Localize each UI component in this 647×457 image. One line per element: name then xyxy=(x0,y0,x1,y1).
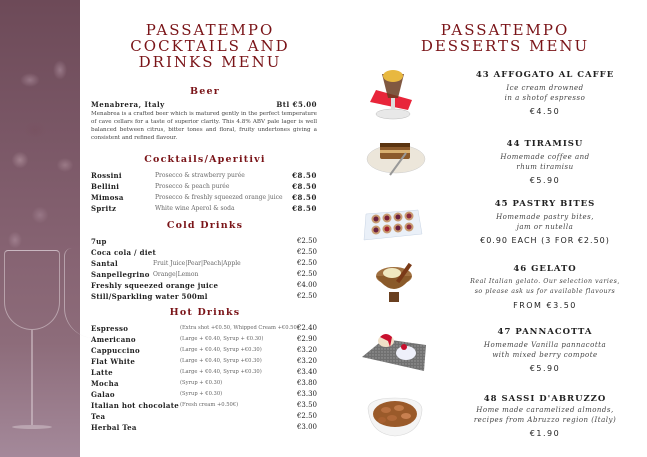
menu-row xyxy=(91,334,317,345)
item-name: 7up xyxy=(91,237,107,246)
title-line: PASSATEMPO xyxy=(440,21,570,39)
item-price: €8.50 xyxy=(292,171,317,180)
item-name: Tea xyxy=(91,412,106,421)
menu-row xyxy=(91,389,317,400)
pastry-bites-image xyxy=(362,208,424,242)
item-desc: (Large + €0.40, Syrup +€0.30) xyxy=(180,369,262,375)
item-name: Mocha xyxy=(91,379,119,388)
menu-row xyxy=(91,269,317,280)
gelato-image xyxy=(372,262,422,308)
dessert-price: €1.90 xyxy=(529,429,561,438)
item-price: €3.20 xyxy=(296,357,317,365)
menu-row xyxy=(91,170,317,181)
beer-section-title: Beer xyxy=(190,86,220,97)
item-price: €3.50 xyxy=(296,401,317,409)
beer-price: Btl €5.00 xyxy=(276,100,317,109)
dessert-name: 48 SASSI D'ABRUZZO xyxy=(483,394,607,404)
beer-description: Menabrea is a crafted beer which is matured gently in the perfect temperature of cave cellars for a taste of superior clarity. This 4.8% ABV pale lager is well balanced between citrus, bitter tones and floral, fruity undertones giving a consistent and refined flavour. xyxy=(91,111,317,141)
title-line: COCKTAILS AND xyxy=(130,37,290,55)
dessert-description: Real Italian gelato. Our selection varies, so please ask us for available flavours xyxy=(470,278,620,295)
menu-row xyxy=(91,411,317,422)
item-desc: Orange|Lemon xyxy=(153,271,199,278)
wine-glass-stem xyxy=(31,330,33,425)
item-name: Herbal Tea xyxy=(91,423,137,432)
item-name: Flat White xyxy=(91,357,136,366)
menu-row xyxy=(91,356,317,367)
almonds-image xyxy=(366,394,424,438)
dessert-name: 46 GELATO xyxy=(513,264,577,274)
dessert-name: 45 PASTRY BITES xyxy=(494,199,596,209)
item-desc: (Large + €0.40, Syrup + €0.30) xyxy=(180,336,264,342)
dessert-description: Homemade coffee and rhum tiramisu xyxy=(500,153,590,171)
menu-row xyxy=(91,378,317,389)
wine-glass-bowl xyxy=(4,250,60,330)
item-price: €3.20 xyxy=(296,346,317,354)
menu-row xyxy=(91,203,317,214)
dessert-price: FROM €3.50 xyxy=(513,301,577,310)
item-price: €2.40 xyxy=(296,324,317,332)
item-name: Latte xyxy=(91,368,113,377)
cold-drinks-section-title: Cold Drinks xyxy=(166,220,244,231)
menu-row xyxy=(91,422,317,433)
item-price: €8.50 xyxy=(292,182,317,191)
menu-row xyxy=(91,280,317,291)
menu-row xyxy=(91,181,317,192)
menu-row xyxy=(91,367,317,378)
dessert-item xyxy=(450,326,640,373)
item-price: €3.80 xyxy=(296,379,317,387)
item-name: Spritz xyxy=(91,204,117,213)
item-price: €3.00 xyxy=(296,423,317,431)
dessert-item xyxy=(450,198,640,245)
tiramisu-image xyxy=(366,137,428,177)
item-desc: (Large + €0.40, Syrup +€0.30) xyxy=(180,347,262,353)
item-name: Espresso xyxy=(91,324,129,333)
item-name: Mimosa xyxy=(91,193,124,202)
item-name: Sanpellegrino xyxy=(91,270,150,279)
item-price: €4.00 xyxy=(296,281,317,289)
menu-row xyxy=(91,291,317,302)
item-name: Coca cola / diet xyxy=(91,248,157,257)
dessert-description: Homemade pastry bites, jam or nutella xyxy=(496,213,594,231)
dessert-name: 47 PANNACOTTA xyxy=(497,327,593,337)
affogato-image xyxy=(368,68,418,123)
item-price: €3.40 xyxy=(296,368,317,376)
dessert-item xyxy=(450,138,640,185)
item-desc: White wine Aperol & soda xyxy=(155,205,235,212)
item-name: Rossini xyxy=(91,171,122,180)
item-name: Galao xyxy=(91,390,115,399)
item-name: Bellini xyxy=(91,182,120,191)
item-name: Santal xyxy=(91,259,118,268)
item-price: €3.30 xyxy=(296,390,317,398)
item-name: Cappuccino xyxy=(91,346,140,355)
item-desc: (Extra shot +€0.50, Whipped Cream +€0.50) xyxy=(180,325,299,331)
item-price: €2.50 xyxy=(296,259,317,267)
hot-drinks-section-title: Hot Drinks xyxy=(169,307,241,318)
item-desc: Prosecco & strawberry purée xyxy=(155,172,245,179)
item-price: €2.50 xyxy=(296,412,317,420)
beer-name: Menabrera, Italy xyxy=(91,100,165,109)
item-price: €8.50 xyxy=(292,193,317,202)
desserts-menu-title xyxy=(405,22,605,54)
item-name: Freshly squeezed orange juice xyxy=(91,281,219,290)
menu-row xyxy=(91,345,317,356)
menu-row xyxy=(91,258,317,269)
item-price: €2.50 xyxy=(296,292,317,300)
item-desc: (Fresh cream +0.50€) xyxy=(180,402,239,408)
item-price: €2.50 xyxy=(296,237,317,245)
title-line: DESSERTS MENU xyxy=(420,37,590,55)
drinks-menu-title xyxy=(100,22,320,70)
title-line: DRINKS MENU xyxy=(138,53,282,71)
item-price: €2.90 xyxy=(296,335,317,343)
dessert-name: 44 TIRAMISU xyxy=(506,139,584,149)
cocktails-section-title: Cocktails/Aperitivi xyxy=(144,154,266,165)
menu-row xyxy=(91,192,317,203)
dessert-price: €5.90 xyxy=(529,176,561,185)
item-price: €2.50 xyxy=(296,270,317,278)
item-price: €8.50 xyxy=(292,204,317,213)
item-desc: (Large + €0.40, Syrup +€0.30) xyxy=(180,358,262,364)
dessert-price: €4.50 xyxy=(529,107,561,116)
dessert-price: €0.90 EACH (3 FOR €2.50) xyxy=(480,236,610,245)
dessert-name: 43 AFFOGATO AL CAFFE xyxy=(475,70,615,80)
menu-row xyxy=(91,400,317,411)
dessert-description: Ice cream drowned in a shotof espresso xyxy=(504,84,586,102)
second-wine-glass xyxy=(64,248,94,338)
item-desc: (Syrup + €0.30) xyxy=(180,391,223,397)
item-desc: Prosecco & peach purée xyxy=(155,183,230,190)
dessert-item xyxy=(450,69,640,116)
item-desc: (Syrup + €0.30) xyxy=(180,380,223,386)
dessert-item xyxy=(450,263,640,310)
dessert-item xyxy=(450,393,640,438)
item-price: €2.50 xyxy=(296,248,317,256)
dessert-description: Homemade Vanilla pannacotta with mixed berry compote xyxy=(483,341,607,359)
title-line: PASSATEMPO xyxy=(145,21,275,39)
item-name: Still/Sparkling water 500ml xyxy=(91,292,208,301)
menu-row xyxy=(91,236,317,247)
item-desc: Fruit Juice|Pear|Peach|Apple xyxy=(153,260,241,267)
pannacotta-image xyxy=(360,327,426,373)
dessert-description: Home made caramelized almonds, recipes from Abruzzo region (Italy) xyxy=(473,406,617,424)
item-name: Italian hot chocolate xyxy=(91,401,179,410)
item-desc: Prosecco & freshly squeezed orange juice xyxy=(155,194,283,201)
wine-glass-base xyxy=(12,425,52,429)
menu-row xyxy=(91,247,317,258)
dessert-price: €5.90 xyxy=(529,364,561,373)
wine-glass-photo xyxy=(0,0,80,457)
menu-row xyxy=(91,323,317,334)
item-name: Americano xyxy=(91,335,136,344)
